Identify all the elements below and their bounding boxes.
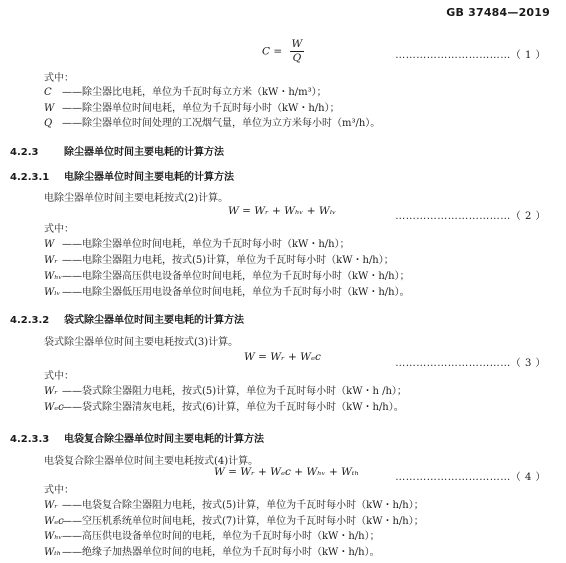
definition-item <box>44 546 380 560</box>
definition-text: ——绝缘子加热器单位时间的电耗，单位为千瓦时每小时（kW・h/h）。 <box>62 546 380 558</box>
definition-item <box>44 102 340 116</box>
equation-1-lhs: C = <box>262 45 283 58</box>
definition-item <box>44 385 407 399</box>
definition-text: ——电除尘器高压供电设备单位时间电耗，单位为千瓦时每小时（kW・h/h）； <box>62 271 410 282</box>
definition-symbol: Wₕᵥ <box>44 531 63 542</box>
section-number: 4.2.3 <box>10 147 39 158</box>
section-4-2-3-1 <box>10 168 234 183</box>
definition-text: ——袋式除尘器清灰电耗，按式(6)计算，单位为千瓦时每小时（kW・h/h）。 <box>62 402 404 413</box>
equation-4: W = Wᵣ + Wₑc + Wₕᵥ + Wₜₕ <box>214 466 360 478</box>
section-number: 4.2.3.3 <box>10 434 50 445</box>
definition-symbol: Wₜₕ <box>44 546 62 558</box>
definition-item <box>44 238 350 252</box>
fraction <box>290 38 305 65</box>
definition-item <box>44 86 327 100</box>
equation-1-number: ……………………………（ 1 ） <box>395 50 546 61</box>
definition-symbol: Wₑc <box>44 515 64 527</box>
equation-3-number: ……………………………（ 3 ） <box>395 358 546 369</box>
definition-item <box>44 270 410 284</box>
where-label-1: 式中： <box>44 73 74 84</box>
fraction-denominator: Q <box>292 52 302 64</box>
section-title: 电除尘器单位时间主要电耗的计算方法 <box>64 172 234 183</box>
definition-item <box>44 286 410 300</box>
equation-3: W = Wᵣ + Wₑc <box>244 351 321 363</box>
equation-2: W = Wᵣ + Wₕᵥ + Wₗᵥ <box>228 205 337 217</box>
paragraph-eq4-intro: 电袋复合除尘器单位时间主要电耗按式(4)计算。 <box>44 456 259 467</box>
paragraph-eq3-intro: 袋式除尘器单位时间主要电耗按式(3)计算。 <box>44 337 239 348</box>
section-title: 除尘器单位时间主要电耗的计算方法 <box>64 147 224 158</box>
definition-text: ——高压供电设备单位时间的电耗，单位为千瓦时每小时（kW・h/h）； <box>62 531 380 542</box>
definition-symbol: W <box>44 102 55 114</box>
definition-text: ——除尘器单位时间处理的工况烟气量，单位为立方米每小时（m³/h）。 <box>62 118 381 129</box>
section-4-2-3 <box>10 143 224 158</box>
definition-symbol: Wₑc <box>44 402 64 413</box>
definition-text: ——电袋复合除尘器阻力电耗，按式(5)计算，单位为千瓦时每小时（kW・h/h）； <box>62 500 424 511</box>
definition-item <box>44 499 424 513</box>
definition-symbol: Wₕᵥ <box>44 271 63 282</box>
equation-1 <box>262 38 304 65</box>
definition-symbol: Wₗᵥ <box>44 287 61 298</box>
equation-2-number: ……………………………（ 2 ） <box>395 211 546 222</box>
section-number: 4.2.3.1 <box>10 172 50 183</box>
definition-item <box>44 254 394 268</box>
definition-item <box>44 515 424 529</box>
definition-item <box>44 401 404 415</box>
definition-symbol: Wᵣ <box>44 255 58 266</box>
definition-symbol: Q <box>44 118 53 129</box>
definition-item <box>44 117 380 131</box>
equation-4-number: ……………………………（ 4 ） <box>395 472 546 483</box>
definition-text: ——电除尘器单位时间电耗，单位为千瓦时每小时（kW・h/h）； <box>62 239 350 250</box>
definition-symbol: W <box>44 239 55 250</box>
definition-symbol: Wᵣ <box>44 500 58 511</box>
where-label-3: 式中： <box>44 371 74 382</box>
section-title: 袋式除尘器单位时间主要电耗的计算方法 <box>64 315 244 326</box>
definition-text: ——电除尘器低压用电设备单位时间电耗，单位为千瓦时每小时（kW・h/h）。 <box>62 287 410 298</box>
definition-symbol: C <box>44 87 52 98</box>
where-label-2: 式中： <box>44 224 74 235</box>
definition-symbol: Wᵣ <box>44 386 58 397</box>
section-4-2-3-2 <box>10 311 244 326</box>
fraction-numerator: W <box>291 38 303 50</box>
definition-text: ——除尘器单位时间电耗，单位为千瓦时每小时（kW・h/h）； <box>62 102 340 114</box>
section-title: 电袋复合除尘器单位时间主要电耗的计算方法 <box>64 434 264 445</box>
definition-text: ——除尘器比电耗，单位为千瓦时每立方米（kW・h/m³）； <box>62 87 327 98</box>
definition-item <box>44 530 380 544</box>
definition-text: ——袋式除尘器阻力电耗，按式(5)计算，单位为千瓦时每小时（kW・h /h）； <box>62 386 407 397</box>
definition-text: ——空压机系统单位时间电耗，按式(7)计算，单位为千瓦时每小时（kW・h/h）； <box>62 515 424 527</box>
section-4-2-3-3 <box>10 430 264 445</box>
where-label-4: 式中： <box>44 485 74 496</box>
definition-text: ——电除尘器阻力电耗，按式(5)计算，单位为千瓦时每小时（kW・h/h）； <box>62 255 394 266</box>
standard-number: GB 37484—2019 <box>446 6 550 19</box>
paragraph-eq2-intro: 电除尘器单位时间主要电耗按式(2)计算。 <box>44 193 229 204</box>
section-number: 4.2.3.2 <box>10 315 50 326</box>
